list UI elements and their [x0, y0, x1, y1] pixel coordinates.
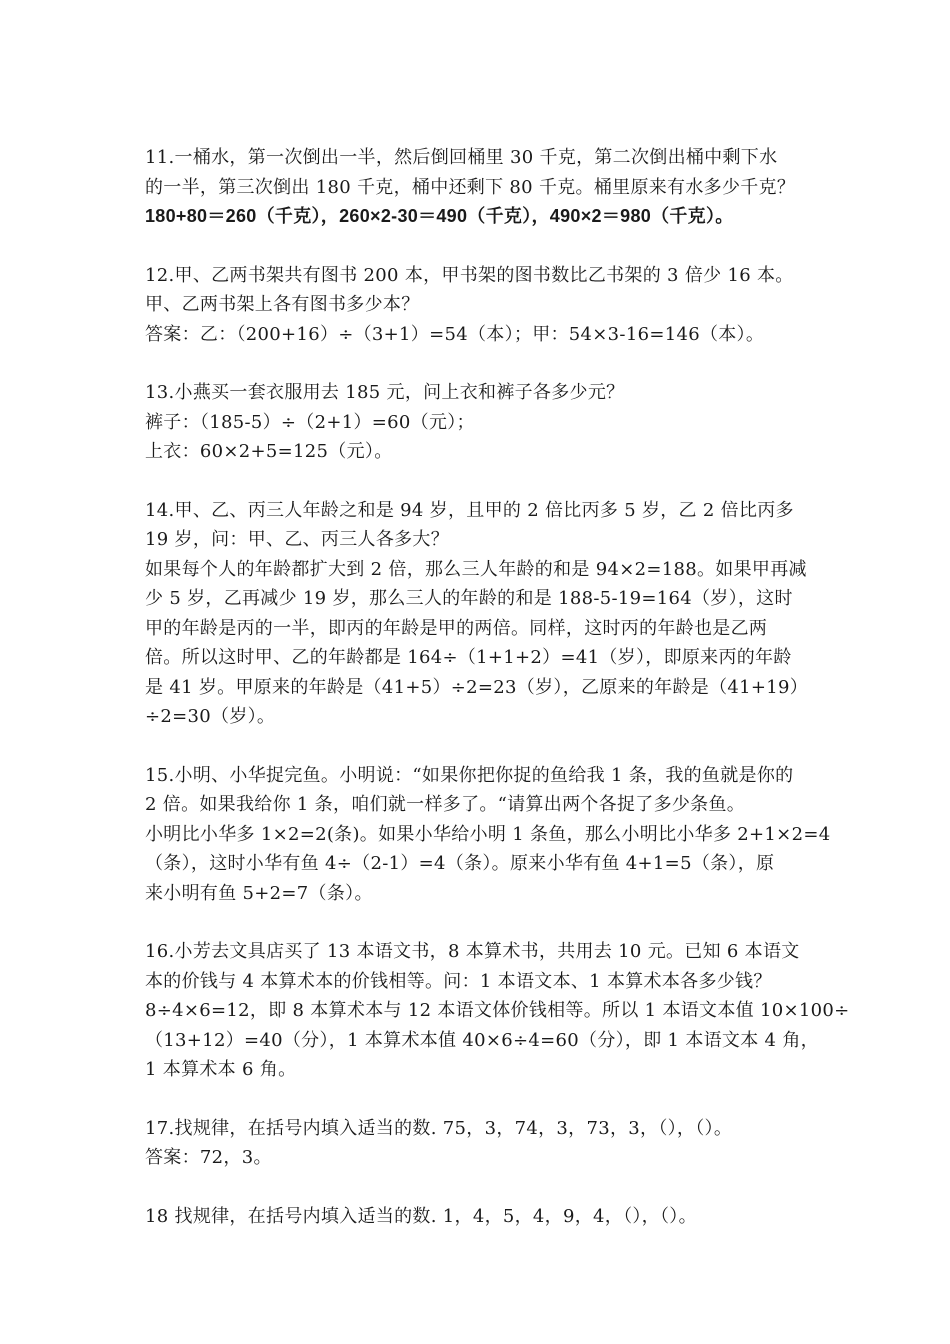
- problem-text-line: 本的价钱与 4 本算术本的价钱相等。问：1 本语文本、1 本算术本各多少钱？: [145, 970, 772, 992]
- problem-text-line: 14.甲、乙、丙三人年龄之和是 94 岁，且甲的 2 倍比丙多 5 岁，乙 2 倍比丙多: [145, 499, 794, 521]
- answer-line: 甲的年龄是丙的一半，即丙的年龄是甲的两倍。同样，这时丙的年龄也是乙两: [145, 617, 768, 639]
- problem-text-line: 11.一桶水，第一次倒出一半，然后倒回桶里 30 千克，第二次倒出桶中剩下水: [145, 147, 778, 168]
- answer-line: 上衣：60×2+5=125（元）。: [145, 441, 393, 462]
- problem-text-line: 15.小明、小华捉完鱼。小明说：“如果你把你捉的鱼给我 1 条，我的鱼就是你的: [145, 764, 794, 786]
- answer-line: 答案：72，3。: [145, 1147, 272, 1168]
- problem-15: [145, 761, 831, 909]
- answer-line: 少 5 岁，乙再减少 19 岁，那么三人的年龄的和是 188-5-19=164（岁），这时: [145, 588, 793, 609]
- answer-line: 来小明有鱼 5+2=7（条）。: [145, 882, 373, 904]
- problem-text-line: 18 找规律，在括号内填入适当的数. 1，4，5，4，9，4，（），（）。: [145, 1205, 697, 1227]
- problem-13: [145, 378, 815, 467]
- answer-line: ÷2=30（岁）。: [145, 706, 276, 727]
- problem-text-line: 甲、乙两书架上各有图书多少本？: [145, 294, 420, 315]
- problem-text-line: 16.小芳去文具店买了 13 本语文书，8 本算术书，共用去 10 元。已知 6 本语文: [145, 941, 800, 962]
- answer-line: 答案：乙：（200+16）÷（3+1）=54（本）；甲：54×3-16=146（本）。: [145, 323, 765, 345]
- document-page: [145, 143, 850, 1260]
- problem-14: [145, 496, 815, 732]
- problem-text-line: 2 倍。如果我给你 1 条，咱们就一样多了。“请算出两个各捉了多少条鱼。: [145, 794, 746, 815]
- problem-text-line: 17.找规律，在括号内填入适当的数. 75，3，74，3，73，3，（），（）。: [145, 1117, 733, 1139]
- problem-text-line: 19 岁，问：甲、乙、丙三人各多大？: [145, 529, 450, 550]
- problem-12: [145, 261, 815, 350]
- answer-line: 1 本算术本 6 角。: [145, 1059, 297, 1080]
- answer-line: 180+80＝260（千克），260×2-30＝490（千克），490×2＝980（千克）。: [145, 206, 734, 226]
- problem-text-line: 13.小燕买一套衣服用去 185 元，问上衣和裤子各多少元？: [145, 382, 625, 403]
- problem-16: [145, 937, 850, 1085]
- answer-line: 小明比小华多 1×2=2(条)。如果小华给小明 1 条鱼，那么小明比小华多 2+1×2=4: [145, 823, 831, 845]
- answer-line: 8÷4×6=12，即 8 本算术本与 12 本语文体价钱相等。所以 1 本语文本值 10×100÷: [145, 1000, 850, 1021]
- answer-line: （13+12）=40（分），1 本算术本值 40×6÷4=60（分），即 1 本语文本 4 角，: [145, 1029, 819, 1051]
- answer-line: 裤子：（185-5）÷（2+1）=60（元）；: [145, 411, 475, 433]
- problem-18: [145, 1202, 815, 1232]
- problem-11: [145, 143, 815, 232]
- answer-line: （条），这时小华有鱼 4÷（2-1）=4（条）。原来小华有鱼 4+1=5（条），原: [145, 853, 775, 874]
- answer-line: 如果每个人的年龄都扩大到 2 倍，那么三人年龄的和是 94×2=188。如果甲再减: [145, 558, 807, 580]
- problem-text-line: 12.甲、乙两书架共有图书 200 本，甲书架的图书数比乙书架的 3 倍少 16 本。: [145, 264, 794, 286]
- answer-line: 是 41 岁。甲原来的年龄是（41+5）÷2=23（岁），乙原来的年龄是（41+19）: [145, 676, 809, 698]
- answer-line: 倍。所以这时甲、乙的年龄都是 164÷（1+1+2）=41（岁），即原来丙的年龄: [145, 647, 792, 668]
- problem-17: [145, 1114, 815, 1173]
- problem-text-line: 的一半，第三次倒出 180 千克，桶中还剩下 80 千克。桶里原来有水多少千克？: [145, 176, 796, 198]
